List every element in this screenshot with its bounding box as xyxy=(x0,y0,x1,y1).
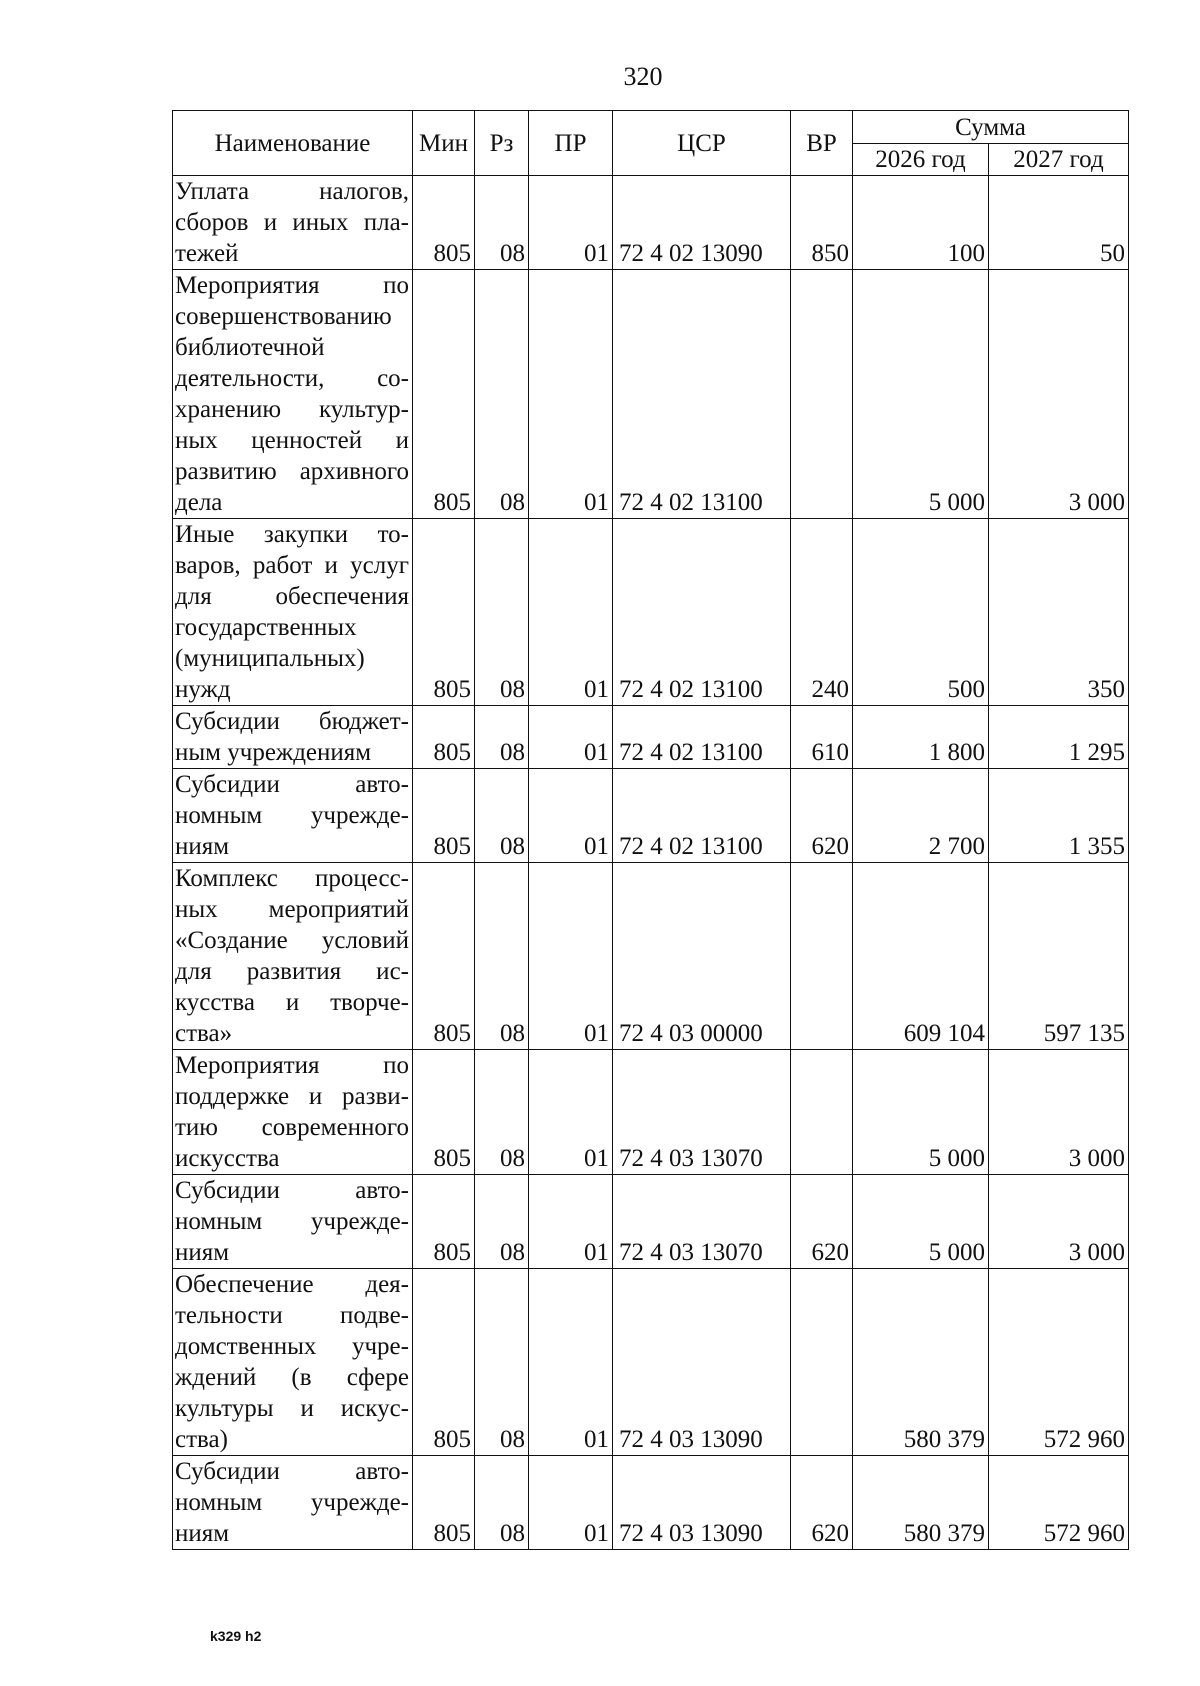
table-row xyxy=(173,769,1129,863)
header-rz: Рз xyxy=(475,111,529,176)
cell-csr: 72 4 02 13100 xyxy=(613,769,791,863)
cell-min: 805 xyxy=(413,706,475,769)
cell-csr: 72 4 03 13070 xyxy=(613,1175,791,1269)
cell-y2026: 100 xyxy=(853,176,989,270)
table-row xyxy=(173,706,1129,769)
cell-name: Мероприятия по поддержке и развитию современного искусства xyxy=(173,1050,413,1175)
cell-csr: 72 4 02 13100 xyxy=(613,706,791,769)
cell-name: Субсидии бюджетным учреждениям xyxy=(173,706,413,769)
table-row xyxy=(173,863,1129,1050)
cell-min: 805 xyxy=(413,769,475,863)
cell-vr: 620 xyxy=(791,1175,853,1269)
cell-min: 805 xyxy=(413,1456,475,1550)
cell-rz: 08 xyxy=(475,1456,529,1550)
cell-min: 805 xyxy=(413,863,475,1050)
cell-min: 805 xyxy=(413,1050,475,1175)
cell-rz: 08 xyxy=(475,176,529,270)
cell-y2026: 5 000 xyxy=(853,1050,989,1175)
cell-csr: 72 4 03 13090 xyxy=(613,1269,791,1456)
cell-rz: 08 xyxy=(475,706,529,769)
budget-table xyxy=(172,110,1129,1550)
cell-y2027: 597 135 xyxy=(989,863,1129,1050)
cell-vr xyxy=(791,1050,853,1175)
header-min: Мин xyxy=(413,111,475,176)
header-vr: ВР xyxy=(791,111,853,176)
table-row xyxy=(173,1050,1129,1175)
cell-name: Комплекс процессных мероприятий «Создание условий для развития искусства и творчества» xyxy=(173,863,413,1050)
cell-y2026: 5 000 xyxy=(853,270,989,519)
cell-vr xyxy=(791,270,853,519)
cell-pr: 01 xyxy=(529,270,613,519)
cell-y2027: 3 000 xyxy=(989,1175,1129,1269)
table-row xyxy=(173,1456,1129,1550)
cell-vr xyxy=(791,863,853,1050)
table-row xyxy=(173,1269,1129,1456)
cell-y2026: 1 800 xyxy=(853,706,989,769)
cell-name: Иные закупки товаров, работ и услуг для обеспечения государственных (муниципальных) нужд xyxy=(173,519,413,706)
cell-name: Мероприятия по совершенствованию библиотечной деятельности, сохранению культурных ценностей и развитию архивного дела xyxy=(173,270,413,519)
cell-rz: 08 xyxy=(475,519,529,706)
cell-csr: 72 4 02 13100 xyxy=(613,270,791,519)
cell-y2027: 572 960 xyxy=(989,1269,1129,1456)
table-header-row xyxy=(173,111,1129,144)
footer-code: k329 h2 xyxy=(210,1628,262,1644)
cell-rz: 08 xyxy=(475,1175,529,1269)
cell-y2026: 580 379 xyxy=(853,1269,989,1456)
cell-vr: 610 xyxy=(791,706,853,769)
cell-y2027: 572 960 xyxy=(989,1456,1129,1550)
cell-y2027: 50 xyxy=(989,176,1129,270)
cell-rz: 08 xyxy=(475,1050,529,1175)
cell-y2026: 2 700 xyxy=(853,769,989,863)
cell-name: Субсидии автономным учреждениям xyxy=(173,1456,413,1550)
cell-min: 805 xyxy=(413,176,475,270)
cell-y2027: 1 355 xyxy=(989,769,1129,863)
cell-vr: 620 xyxy=(791,769,853,863)
cell-csr: 72 4 02 13100 xyxy=(613,519,791,706)
cell-csr: 72 4 03 13070 xyxy=(613,1050,791,1175)
cell-rz: 08 xyxy=(475,863,529,1050)
cell-pr: 01 xyxy=(529,176,613,270)
cell-rz: 08 xyxy=(475,769,529,863)
cell-pr: 01 xyxy=(529,863,613,1050)
header-year-2026: 2026 год xyxy=(853,144,989,176)
cell-y2026: 5 000 xyxy=(853,1175,989,1269)
cell-min: 805 xyxy=(413,270,475,519)
cell-y2027: 3 000 xyxy=(989,270,1129,519)
cell-y2027: 3 000 xyxy=(989,1050,1129,1175)
header-pr: ПР xyxy=(529,111,613,176)
cell-pr: 01 xyxy=(529,1050,613,1175)
cell-y2026: 500 xyxy=(853,519,989,706)
cell-pr: 01 xyxy=(529,1175,613,1269)
cell-y2027: 350 xyxy=(989,519,1129,706)
cell-pr: 01 xyxy=(529,1269,613,1456)
cell-name: Обеспечение деятельности подведомственных учреждений (в сфере культуры и искусства) xyxy=(173,1269,413,1456)
cell-pr: 01 xyxy=(529,769,613,863)
cell-y2027: 1 295 xyxy=(989,706,1129,769)
table-body xyxy=(173,176,1129,1550)
table-row xyxy=(173,1175,1129,1269)
cell-csr: 72 4 02 13090 xyxy=(613,176,791,270)
cell-y2026: 609 104 xyxy=(853,863,989,1050)
cell-name: Субсидии автономным учреждениям xyxy=(173,769,413,863)
header-name: Наименование xyxy=(173,111,413,176)
table-row xyxy=(173,519,1129,706)
cell-min: 805 xyxy=(413,1269,475,1456)
cell-name: Субсидии автономным учреждениям xyxy=(173,1175,413,1269)
cell-y2026: 580 379 xyxy=(853,1456,989,1550)
cell-vr: 620 xyxy=(791,1456,853,1550)
cell-vr: 850 xyxy=(791,176,853,270)
cell-rz: 08 xyxy=(475,1269,529,1456)
cell-pr: 01 xyxy=(529,519,613,706)
cell-csr: 72 4 03 13090 xyxy=(613,1456,791,1550)
cell-pr: 01 xyxy=(529,1456,613,1550)
header-year-2027: 2027 год xyxy=(989,144,1129,176)
page-number: 320 xyxy=(623,62,663,91)
table-row xyxy=(173,176,1129,270)
cell-name: Уплата налогов, сборов и иных платежей xyxy=(173,176,413,270)
cell-rz: 08 xyxy=(475,270,529,519)
header-csr: ЦСР xyxy=(613,111,791,176)
cell-pr: 01 xyxy=(529,706,613,769)
cell-vr: 240 xyxy=(791,519,853,706)
cell-min: 805 xyxy=(413,519,475,706)
cell-vr xyxy=(791,1269,853,1456)
cell-csr: 72 4 03 00000 xyxy=(613,863,791,1050)
cell-min: 805 xyxy=(413,1175,475,1269)
header-sum: Сумма xyxy=(853,111,1129,144)
table-row xyxy=(173,270,1129,519)
